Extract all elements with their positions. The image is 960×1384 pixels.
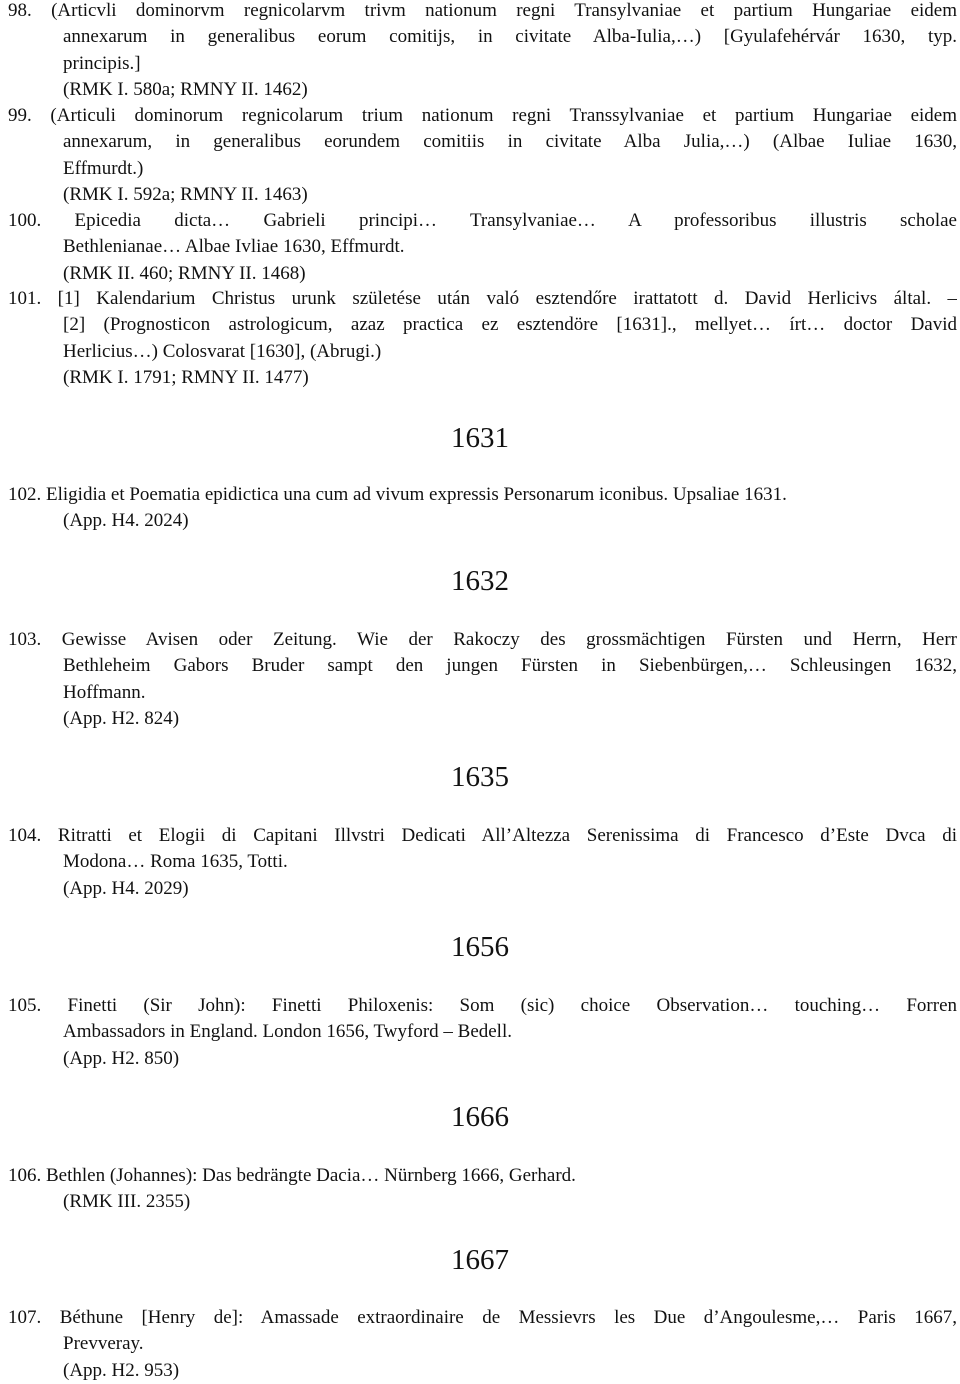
entry-100: [8, 208, 957, 287]
entry-line: 101. [1] Kalendarium Christus urunk születése után való esztendőre irattatott d. David Herlicivs által. –: [8, 288, 957, 309]
entry-reference: (App. H2. 953): [63, 1359, 180, 1381]
entry-101: [8, 286, 957, 392]
entry-105: [8, 993, 957, 1072]
entry-reference: (RMK I. 592a; RMNY II. 1463): [63, 184, 308, 206]
entry-reference: (App. H2. 850): [63, 1047, 180, 1069]
entry-line: Prevveray.: [63, 1333, 144, 1355]
entry-line: Bethlenianae… Albae Ivliae 1630, Effmurdt.: [63, 236, 405, 258]
entry-line: Modona… Roma 1635, Totti.: [63, 851, 288, 873]
entry-line: [2] (Prognosticon astrologicum, azaz practica ez esztendöre [1631]., mellyet… írt… doctor David: [63, 314, 957, 336]
year-heading: 1632: [451, 565, 509, 597]
entry-line: 104. Ritratti et Elogii di Capitani Illvstri Dedicati All’Altezza Serenissima di Francesco d’Este Dvca di: [8, 825, 957, 846]
entry-line: annexarum, in generalibus eorundem comitiis in civitate Alba Julia,…) (Albae Iuliae 1630,: [63, 131, 957, 153]
entry-reference: (RMK I. 580a; RMNY II. 1462): [63, 79, 308, 101]
year-heading: 1666: [451, 1101, 509, 1133]
entry-line: annexarum in generalibus eorum comitijs, in civitate Alba-Iulia,…) [Gyulafehérvár 1630, typ.: [63, 26, 957, 48]
entry-line: Herlicius…) Colosvarat [1630], (Abrugi.): [63, 340, 382, 362]
entry-line: Bethleheim Gabors Bruder sampt den jungen Fürsten in Siebenbürgen,… Schleusingen 1632,: [63, 655, 957, 677]
entry-line: 105. Finetti (Sir John): Finetti Philoxenis: Som (sic) choice Observation… touching… Forren: [8, 995, 957, 1016]
entry-reference: (RMK III. 2355): [63, 1191, 191, 1213]
entry-line: 100. Epicedia dicta… Gabrieli principi… Transylvaniae… A professoribus illustris scholae: [8, 210, 957, 231]
entry-103: [8, 627, 957, 733]
entry-reference: (App. H2. 824): [63, 708, 180, 730]
entry-line: 107. Béthune [Henry de]: Amassade extraordinaire de Messievrs les Due d’Angoulesme,… Paris 1667,: [8, 1307, 957, 1328]
entry-107: [8, 1305, 957, 1384]
entry-line: Hoffmann.: [63, 681, 146, 703]
entry-104: [8, 823, 957, 902]
entry-line: Effmurdt.): [63, 157, 144, 179]
entry-line: 99. (Articuli dominorum regnicolarum trium nationum regni Transsylvaniae et partium Hungariae eidem: [8, 105, 957, 126]
entry-line: 106. Bethlen (Johannes): Das bedrängte Dacia… Nürnberg 1666, Gerhard.: [8, 1165, 576, 1186]
year-heading: 1667: [451, 1244, 509, 1276]
entry-line: 103. Gewisse Avisen oder Zeitung. Wie der Rakoczy des grossmächtigen Fürsten und Herrn, Herr: [8, 629, 957, 650]
entry-98: [8, 0, 957, 104]
entry-99: [8, 103, 957, 209]
year-heading: 1635: [451, 761, 509, 793]
entry-reference: (RMK II. 460; RMNY II. 1468): [63, 262, 306, 284]
year-heading: 1631: [451, 422, 509, 454]
entry-102: [8, 482, 957, 535]
entry-reference: (RMK I. 1791; RMNY II. 1477): [63, 367, 309, 389]
entry-reference: (App. H4. 2029): [63, 877, 189, 899]
entry-106: [8, 1163, 957, 1216]
entry-line: 98. (Articvli dominorvm regnicolarvm trivm nationum regni Transylvaniae et partium Hungariae eidem: [8, 0, 957, 21]
year-heading: 1656: [451, 931, 509, 963]
entry-line: principis.]: [63, 52, 141, 74]
entry-line: Ambassadors in England. London 1656, Twyford – Bedell.: [63, 1021, 512, 1043]
entry-line: 102. Eligidia et Poematia epidictica una cum ad vivum expressis Personarum iconibus. Upsaliae 1631.: [8, 484, 787, 505]
entry-reference: (App. H4. 2024): [63, 510, 189, 532]
